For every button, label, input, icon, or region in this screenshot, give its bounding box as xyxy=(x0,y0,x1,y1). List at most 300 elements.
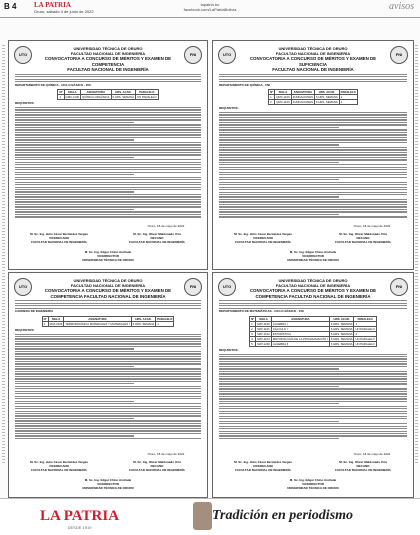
signer-role: DECANO xyxy=(356,463,370,468)
table-header: SIGLA xyxy=(256,316,272,321)
paragraph-line xyxy=(219,391,407,392)
university-seal-icon: UTO xyxy=(218,278,236,296)
requirements-heading: REQUISITOS: xyxy=(219,347,239,352)
paragraph-line xyxy=(219,164,407,165)
notice-faculty: FACULTAD NACIONAL DE INGENIERÍA xyxy=(70,51,146,56)
paragraph-line xyxy=(15,201,201,202)
table-header: HRS. ACAD. xyxy=(131,316,156,321)
paragraph-line xyxy=(15,199,201,200)
paragraph-line xyxy=(219,179,339,180)
paragraph-line xyxy=(15,122,134,123)
paragraph-line xyxy=(15,376,201,377)
paragraph-line xyxy=(219,388,407,389)
paragraph-line xyxy=(15,378,201,379)
table-header: ASIGNATURA xyxy=(271,316,329,321)
paragraph-line xyxy=(219,206,407,207)
notice-faculty: FACULTAD NACIONAL DE INGENIERÍA xyxy=(70,283,146,288)
paragraph-line xyxy=(15,112,201,113)
subjects-table xyxy=(249,316,377,347)
paragraph-line xyxy=(219,144,339,145)
paragraph-line xyxy=(15,194,201,195)
header-site xyxy=(175,2,245,12)
signer-org: FACULTAD NACIONAL DE INGENIERÍA xyxy=(335,239,391,244)
paragraph-line xyxy=(15,216,201,217)
signer-name: M. Sc. Ing. Oliver Maldonado Uria xyxy=(339,232,387,236)
paragraph-line xyxy=(219,403,339,404)
university-seal-icon: UTO xyxy=(218,46,236,64)
table-cell: MAT-1101 xyxy=(257,326,270,331)
paragraph-line xyxy=(15,162,201,163)
signature-vicedecano xyxy=(219,461,307,472)
paragraph-line xyxy=(15,418,134,419)
paragraph-line xyxy=(219,418,407,419)
paragraph-line xyxy=(219,187,407,188)
table-cell: 1 xyxy=(339,100,357,105)
table-cell: FUNDACIONES xyxy=(292,95,314,100)
paragraph-line xyxy=(15,124,201,125)
table-cell: 5 xyxy=(250,341,256,346)
paragraph-line xyxy=(219,204,407,205)
paragraph-line xyxy=(219,189,407,190)
signer-role: VICERRECTOR xyxy=(97,481,119,486)
table-cell: FUNDACIONES xyxy=(292,100,314,105)
notice-department: CARRERA DE INGENIERÍA xyxy=(15,309,54,314)
table-cell: UN PARALELO xyxy=(137,95,157,100)
header-date: Oruro, sábado 4 de junio de 2022 xyxy=(34,9,94,14)
table-header: PARALELO xyxy=(136,90,158,95)
paragraph-line xyxy=(15,147,201,148)
notice-university: UNIVERSIDAD TÉCNICA DE ORURO xyxy=(278,46,348,51)
faculty-seal-icon: FNI xyxy=(184,46,202,64)
table-cell: 1 xyxy=(339,95,357,100)
paragraph-line xyxy=(15,415,201,416)
signer-org: FACULTAD NACIONAL DE INGENIERÍA xyxy=(235,467,291,472)
paragraph-line xyxy=(15,214,201,215)
page-number: B 4 xyxy=(4,2,17,11)
paragraph-line xyxy=(219,114,407,115)
paragraph-line xyxy=(15,396,201,397)
table-header: Nº xyxy=(251,316,255,321)
notice-place-date: Oruro, 18 de mayo de 2022 xyxy=(353,224,391,228)
table-cell: 1 xyxy=(58,95,64,100)
paragraph-line xyxy=(219,196,339,197)
notice-3 xyxy=(8,272,208,498)
paragraph-line xyxy=(15,425,201,426)
paragraph-line xyxy=(219,211,407,212)
table-cell: ÁLGEBRA I xyxy=(271,321,329,326)
signer-name: M. Sc. Ing. Edgar Chino Andrade xyxy=(289,478,337,482)
paragraph-line xyxy=(219,194,407,195)
table-header: HRS. ACAD. xyxy=(329,316,354,321)
left-margin-text xyxy=(2,45,5,465)
paragraph-line xyxy=(15,152,201,153)
table-cell: 6 HRS. SEMANA xyxy=(330,326,353,331)
paragraph-line xyxy=(15,348,134,349)
paragraph-line xyxy=(15,119,201,120)
table-cell: 6 HRS. SEMANA xyxy=(330,321,353,326)
table-cell: QMC-1100 xyxy=(65,95,79,100)
notice-place-date: Oruro, 18 de mayo de 2022 xyxy=(353,452,391,456)
paragraph-line xyxy=(15,423,201,424)
signer-name: M. Sc. Ing. Oliver Maldonado Uria xyxy=(339,460,387,464)
paragraph-line xyxy=(219,373,407,374)
table-cell: MAT-1200 xyxy=(257,341,270,346)
paragraph-line xyxy=(15,142,201,143)
paragraph-line xyxy=(15,343,201,344)
table-cell: 6 HRS. SEMANA xyxy=(132,321,155,326)
notice-faculty: FACULTAD NACIONAL DE INGENIERÍA xyxy=(275,51,351,56)
signature-vicerrector xyxy=(268,479,358,490)
paragraph-line xyxy=(15,386,201,387)
requirements-heading: REQUISITOS: xyxy=(15,101,35,106)
table-row xyxy=(58,95,158,100)
paragraph-line xyxy=(219,300,407,301)
paragraph-line xyxy=(219,386,339,387)
table-header: Nº xyxy=(270,90,274,95)
table-cell: 6 HRS. SEMANA xyxy=(316,100,338,105)
paragraph-line xyxy=(219,408,407,409)
subjects-table xyxy=(42,316,175,327)
page-header xyxy=(0,0,420,18)
paragraph-line xyxy=(219,305,407,306)
table-cell: 6 HRS. SEMANA xyxy=(112,95,135,100)
table-cell: METODOLOGÍA DE LA PROGRAMACIÓN I xyxy=(272,336,328,341)
notice-place-date: Oruro, 18 de mayo de 2022 xyxy=(147,224,185,228)
paragraph-line xyxy=(219,122,407,123)
table-cell: TERMODINÁMICA MATERIALES Y MATERIALES I xyxy=(65,321,130,326)
paragraph-line xyxy=(219,426,407,427)
notice-faculty: FACULTAD NACIONAL DE INGENIERÍA xyxy=(275,283,351,288)
signer-org: FACULTAD NACIONAL DE INGENIERÍA xyxy=(31,239,87,244)
table-cell: 4 xyxy=(250,336,256,341)
paragraph-line xyxy=(219,381,407,382)
faculty-seal-icon: FNI xyxy=(390,278,408,296)
signature-decano xyxy=(113,233,201,244)
footer-slogan: Tradición en periodismo xyxy=(212,508,354,523)
signer-name: M. Sc. Ing. Julio César Bermúdez Vargas xyxy=(30,460,88,464)
paragraph-line xyxy=(219,303,407,304)
paragraph-line xyxy=(15,159,201,160)
paragraph-line xyxy=(15,114,201,115)
signer-role: VICEDECANO xyxy=(252,463,273,468)
header-logo: LA PATRIA xyxy=(34,1,71,9)
paragraph-line xyxy=(219,147,407,148)
paragraph-line xyxy=(15,401,134,402)
footer-photo xyxy=(193,502,212,530)
requirements-heading: REQUISITOS: xyxy=(15,327,35,332)
paragraph-line xyxy=(219,154,407,155)
table-cell: MAT-1102 xyxy=(257,331,270,336)
paragraph-line xyxy=(15,403,201,404)
signature-vicedecano xyxy=(15,233,103,244)
paragraph-line xyxy=(15,204,201,205)
table-cell: 1 xyxy=(269,95,275,100)
paragraph-line xyxy=(15,76,201,77)
paragraph-line xyxy=(15,381,201,382)
paragraph-line xyxy=(219,79,407,80)
table-cell: UN PARALELO xyxy=(355,336,375,341)
table-header: PARALELO xyxy=(157,316,173,321)
signer-role: VICERRECTOR xyxy=(302,253,324,258)
table-row xyxy=(42,321,174,326)
table-cell: 6 HRS. SEMANA xyxy=(316,95,338,100)
paragraph-line xyxy=(219,124,407,125)
paragraph-line xyxy=(15,433,201,434)
signature-vicedecano xyxy=(219,233,307,244)
paragraph-line xyxy=(219,172,407,173)
notice-university: UNIVERSIDAD TÉCNICA DE ORURO xyxy=(73,46,143,51)
paragraph-line xyxy=(15,169,201,170)
subjects-table xyxy=(57,89,158,100)
paragraph-line xyxy=(15,413,201,414)
notice-call: CONVOCATORIA A CONCURSO DE MÉRITOS Y EXAMEN DE COMPETENCIA xyxy=(44,56,172,67)
notice-2 xyxy=(212,40,414,270)
signer-name: M. Sc. Ing. Oliver Maldonado Uria xyxy=(133,232,181,236)
paragraph-line xyxy=(15,411,201,412)
paragraph-line xyxy=(219,117,407,118)
paragraph-line xyxy=(15,107,201,108)
paragraph-line xyxy=(15,196,201,197)
notice-call: CONVOCATORIA A CONCURSO DE MÉRITOS Y EXAMEN DE COMPETENCIA FACULTAD NACIONAL DE INGENIERÍA xyxy=(44,288,172,299)
paragraph-line xyxy=(15,358,201,359)
signer-org: UNIVERSIDAD TÉCNICA DE ORURO xyxy=(287,257,339,262)
paragraph-line xyxy=(219,182,407,183)
paragraph-line xyxy=(15,137,201,138)
table-header: SIGLA xyxy=(48,316,64,321)
paragraph-line xyxy=(15,406,201,407)
paragraph-line xyxy=(15,346,201,347)
notice-1 xyxy=(8,40,208,270)
paragraph-line xyxy=(219,132,407,133)
faculty-seal-icon: FNI xyxy=(184,278,202,296)
signer-role: VICEDECANO xyxy=(252,235,273,240)
page-footer xyxy=(0,498,420,535)
paragraph-line xyxy=(15,341,201,342)
signer-name: M. Sc. Ing. Julio César Bermúdez Vargas xyxy=(234,460,292,464)
signer-org: FACULTAD NACIONAL DE INGENIERÍA xyxy=(235,239,291,244)
paragraph-line xyxy=(15,187,201,188)
paragraph-line xyxy=(219,184,407,185)
paragraph-line xyxy=(219,411,407,412)
section-title: avisos xyxy=(389,1,414,12)
signer-name: M. Sc. Ing. Edgar Chino Andrade xyxy=(84,478,132,482)
paragraph-line xyxy=(15,388,201,389)
paragraph-line xyxy=(15,74,201,75)
paragraph-line xyxy=(219,192,407,193)
paragraph-line xyxy=(219,376,407,377)
table-cell: ÁLGEBRA II xyxy=(271,341,329,346)
table-header: Nº xyxy=(59,90,63,95)
signature-vicerrector xyxy=(63,479,153,490)
paragraph-line xyxy=(219,416,407,417)
paragraph-line xyxy=(219,378,407,379)
right-margin-text xyxy=(415,45,418,465)
paragraph-line xyxy=(219,139,407,140)
paragraph-line xyxy=(15,383,134,384)
paragraph-line xyxy=(15,398,201,399)
paragraph-line xyxy=(15,164,201,165)
table-header: PARALELO xyxy=(354,316,376,321)
paragraph-line xyxy=(15,435,134,436)
signer-role: DECANO xyxy=(150,235,164,240)
table-header: SIGLA xyxy=(64,90,80,95)
paragraph-line xyxy=(219,209,407,210)
table-cell: QMC-1100 xyxy=(276,95,290,100)
table-cell: MAT-1104 xyxy=(257,336,270,341)
signature-vicedecano xyxy=(15,461,103,472)
subjects-table xyxy=(268,89,358,105)
notice-4 xyxy=(212,272,414,498)
table-header: SIGLA xyxy=(275,90,291,95)
paragraph-line xyxy=(219,76,407,77)
paragraph-line xyxy=(219,366,407,367)
paragraph-line xyxy=(15,334,201,335)
table-header: ASIGNATURA xyxy=(81,90,112,95)
paragraph-line xyxy=(15,189,201,190)
table-header: HRS. ACAD. xyxy=(111,90,136,95)
paragraph-line xyxy=(219,435,407,436)
paragraph-line xyxy=(219,149,407,150)
signer-org: UNIVERSIDAD TÉCNICA DE ORURO xyxy=(82,485,134,490)
paragraph-line xyxy=(15,438,201,439)
table-cell: 2 xyxy=(269,100,275,105)
paragraph-line xyxy=(219,177,407,178)
paragraph-line xyxy=(15,191,134,192)
paragraph-line xyxy=(15,351,201,352)
paragraph-line xyxy=(15,420,201,421)
paragraph-line xyxy=(219,363,407,364)
paragraph-line xyxy=(15,132,201,133)
paragraph-line xyxy=(15,209,134,210)
signature-decano xyxy=(319,233,407,244)
paragraph-line xyxy=(219,157,407,158)
signer-name: M. Sc. Ing. Julio César Bermúdez Vargas xyxy=(234,232,292,236)
paragraph-line xyxy=(219,134,407,135)
notice-faculty-2: FACULTAD NACIONAL DE INGENIERÍA xyxy=(272,67,354,72)
paragraph-line xyxy=(219,174,407,175)
footer-logo-sub: DESDE 1919 xyxy=(67,525,92,530)
notice-place-date: Oruro, 18 de mayo de 2022 xyxy=(147,452,185,456)
signer-name: M. Sc. Ing. Julio César Bermúdez Vargas xyxy=(30,232,88,236)
paragraph-line xyxy=(15,361,201,362)
paragraph-line xyxy=(219,159,407,160)
table-header: HRS. ACAD. xyxy=(315,90,340,95)
paragraph-line xyxy=(15,366,134,367)
table-cell: 6 HRS. SEMANA xyxy=(330,336,353,341)
table-header: Nº xyxy=(43,316,47,321)
paragraph-line xyxy=(15,154,201,155)
paragraph-line xyxy=(219,216,407,217)
paragraph-line xyxy=(219,361,407,362)
signer-org: FACULTAD NACIONAL DE INGENIERÍA xyxy=(129,239,185,244)
paragraph-line xyxy=(15,408,201,409)
table-cell: CÁLCULO I xyxy=(271,326,329,331)
table-cell: 6 HRS. SEMANA xyxy=(330,341,353,346)
signature-vicerrector xyxy=(268,251,358,262)
signer-role: VICEDECANO xyxy=(48,235,69,240)
paragraph-line xyxy=(15,338,201,339)
table-cell: ESTADÍSTICA xyxy=(271,331,329,336)
table-cell: 1 xyxy=(250,321,256,326)
paragraph-line xyxy=(219,201,407,202)
university-seal-icon: UTO xyxy=(14,46,32,64)
signer-org: UNIVERSIDAD TÉCNICA DE ORURO xyxy=(82,257,134,262)
paragraph-line xyxy=(219,162,339,163)
paragraph-line xyxy=(15,177,201,178)
paragraph-line xyxy=(219,142,407,143)
paragraph-line xyxy=(15,134,201,135)
paragraph-line xyxy=(219,413,407,414)
paragraph-line xyxy=(15,157,134,158)
paragraph-line xyxy=(219,129,407,130)
paragraph-line xyxy=(15,149,201,150)
paragraph-line xyxy=(219,433,407,434)
signature-vicerrector xyxy=(63,251,153,262)
footer-logo-text: LA PATRIA xyxy=(40,508,120,524)
paragraph-line xyxy=(15,172,201,173)
paragraph-line xyxy=(219,401,407,402)
signer-name: M. Sc. Ing. Edgar Chino Andrade xyxy=(289,250,337,254)
signer-org: UNIVERSIDAD TÉCNICA DE ORURO xyxy=(287,485,339,490)
notice-faculty-2: FACULTAD NACIONAL DE INGENIERÍA xyxy=(67,67,149,72)
table-cell: QMC-1100 xyxy=(276,100,290,105)
paragraph-line xyxy=(219,167,407,168)
paragraph-line xyxy=(219,127,339,128)
paragraph-line xyxy=(219,423,407,424)
table-cell: 1 xyxy=(42,321,48,326)
paragraph-line xyxy=(219,393,407,394)
paragraph-line xyxy=(219,438,339,439)
paragraph-line xyxy=(15,428,201,429)
paragraph-line xyxy=(15,211,201,212)
table-cell: 1 xyxy=(156,321,174,326)
paragraph-line xyxy=(219,356,407,357)
paragraph-line xyxy=(219,431,407,432)
paragraph-line xyxy=(15,353,201,354)
signature-decano xyxy=(319,461,407,472)
signer-name: M. Sc. Ing. Oliver Maldonado Uria xyxy=(133,460,181,464)
table-cell: MAT-1100 xyxy=(257,321,270,326)
signer-role: DECANO xyxy=(150,463,164,468)
signer-org: FACULTAD NACIONAL DE INGENIERÍA xyxy=(129,467,185,472)
notice-call: CONVOCATORIA A CONCURSO DE MÉRITOS Y EXAMEN DE SUFICIENCIA xyxy=(249,56,377,67)
signer-role: VICERRECTOR xyxy=(97,253,119,258)
signer-role: VICEDECANO xyxy=(48,463,69,468)
paragraph-line xyxy=(219,74,407,75)
footer-logo xyxy=(40,508,119,530)
table-cell: UN PARALELO xyxy=(355,341,375,346)
paragraph-line xyxy=(219,137,407,138)
signer-role: VICERRECTOR xyxy=(302,481,324,486)
paragraph-line xyxy=(15,167,201,168)
paragraph-line xyxy=(15,174,134,175)
table-row xyxy=(250,336,377,341)
notice-call: CONVOCATORIA A CONCURSO DE MÉRITOS Y EXAMEN DE COMPETENCIA FACULTAD NACIONAL DE INGENIERÍA xyxy=(249,288,377,299)
paragraph-line xyxy=(15,373,201,374)
table-cell: 6 HRS. SEMANA xyxy=(330,331,353,336)
paragraph-line xyxy=(219,396,407,397)
notice-department: DEPARTAMENTO DE QUÍMICA - CICLO BÁSICO - FNI xyxy=(15,82,91,87)
paragraph-line xyxy=(15,303,201,304)
paragraph-line xyxy=(15,109,201,110)
paragraph-line xyxy=(15,363,201,364)
paragraph-line xyxy=(15,117,201,118)
header-site-facebook: facebook.com/LaPatriaBolivia xyxy=(183,7,237,12)
paragraph-line xyxy=(15,79,201,80)
paragraph-line xyxy=(15,356,201,357)
paragraph-line xyxy=(15,139,134,140)
paragraph-line xyxy=(15,336,201,337)
